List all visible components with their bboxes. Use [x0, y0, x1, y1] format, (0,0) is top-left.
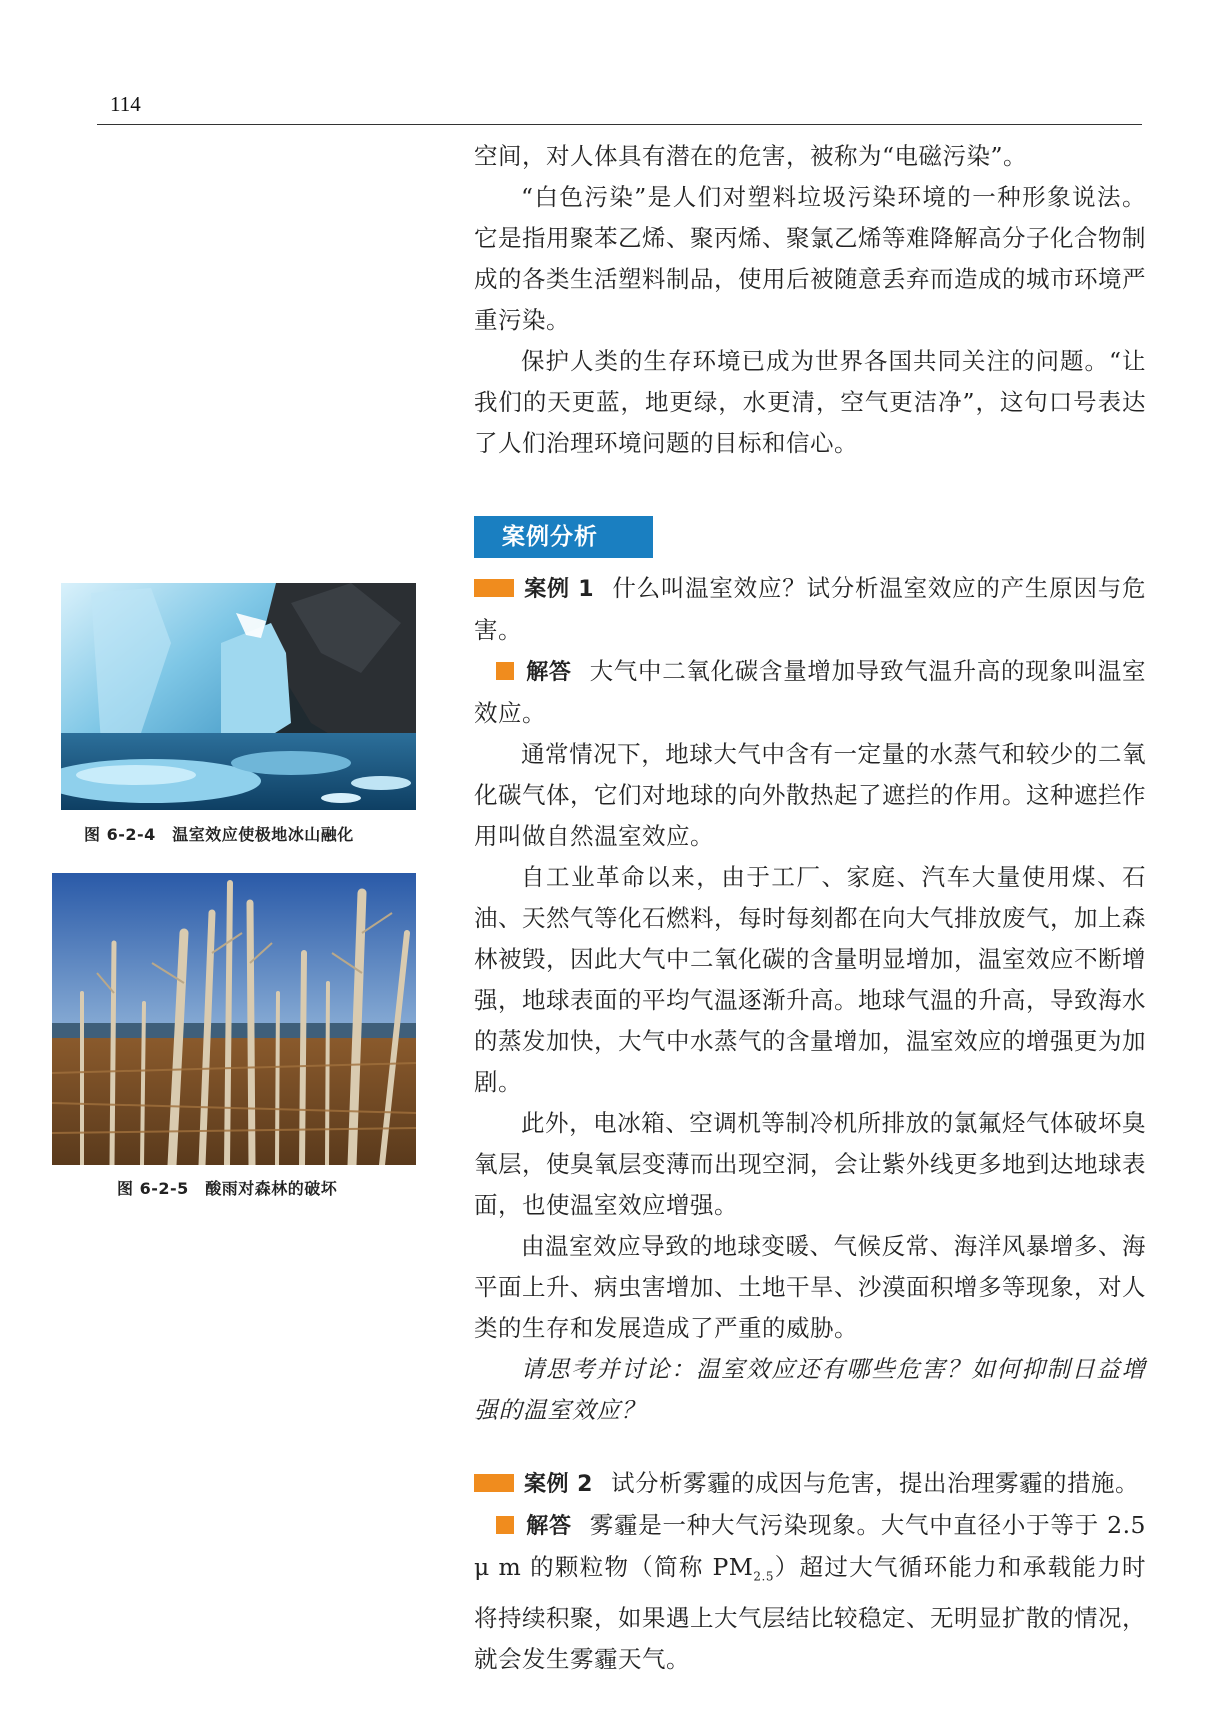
paragraph-continued: 空间，对人体具有潜在的危害，被称为“电磁污染”。: [474, 142, 1028, 170]
case2-answer: [474, 1505, 1146, 1680]
case1-discussion: 请思考并讨论：温室效应还有哪些危害？如何抑制日益增强的温室效应？: [474, 1355, 1146, 1424]
section-header-case-analysis: 案例分析: [474, 516, 653, 558]
figure-glacier-caption: 图 6-2-4 温室效应使极地冰山融化: [84, 825, 354, 844]
case1-answer-label: 解答: [526, 660, 572, 685]
paragraph-white-pollution: “白色污染”是人们对塑料垃圾污染环境的一种形象说法。它是指用聚苯乙烯、聚丙烯、聚氯乙烯等难降解高分子化合物制成的各类生活塑料制品，使用后被随意丢弃而造成的城市环境严重污染。: [474, 183, 1146, 334]
case2-answer-label: 解答: [526, 1514, 572, 1539]
figure-forest-image: [52, 873, 416, 1165]
case1-question-text: 什么叫温室效应？试分析温室效应的产生原因与危害。: [474, 574, 1147, 644]
answer-marker-icon: [496, 1516, 514, 1534]
figure-glacier-image: [61, 583, 416, 810]
paragraph-protection: 保护人类的生存环境已成为世界各国共同关注的问题。“让我们的天更蓝，地更绿，水更清，空气更洁净”，这句口号表达了人们治理环境问题的目标和信心。: [474, 347, 1146, 457]
case-marker-icon: [474, 579, 514, 597]
case1-paragraph: 自工业革命以来，由于工厂、家庭、汽车大量使用煤、石油、天然气等化石燃料，每时每刻都在向大气排放废气，加上森林被毁，因此大气中二氧化碳的含量明显增加，温室效应不断增强，地球表面的平均气温逐渐升高。地球气温的升高，导致海水的蒸发加快，大气中水蒸气的含量增加，温室效应的增强更为加剧。: [474, 863, 1146, 1096]
case1-question: [474, 568, 1146, 651]
case2-answer-text-before: 雾霾是一种大气污染现象。大气中直径小于等于 2.5 μ m 的颗粒物（简称 PM: [474, 1511, 1146, 1581]
case2-label: 案例 2: [524, 1472, 593, 1497]
page-number: 114: [110, 92, 141, 116]
case1-paragraph: 由温室效应导致的地球变暖、气候反常、海洋风暴增多、海平面上升、病虫害增加、土地干旱、沙漠面积增多等现象，对人类的生存和发展造成了严重的威胁。: [474, 1232, 1146, 1342]
case2-answer-text-after: ）超过大气循环能力和承载能力时将持续积聚，如果遇上大气层结比较稳定、无明显扩散的情况，就会发生雾霾天气。: [474, 1553, 1147, 1673]
pm-subscript: 2.5: [753, 1569, 774, 1584]
case1-answer-text: 大气中二氧化碳含量增加导致气温升高的现象叫温室效应。: [474, 657, 1146, 727]
case1-paragraph: 此外，电冰箱、空调机等制冷机所排放的氯氟烃气体破坏臭氧层，使臭氧层变薄而出现空洞，会让紫外线更多地到达地球表面，也使温室效应增强。: [474, 1109, 1146, 1219]
case1-label: 案例 1: [524, 577, 595, 602]
case1-paragraph: 通常情况下，地球大气中含有一定量的水蒸气和较少的二氧化碳气体，它们对地球的向外散热起了遮拦的作用。这种遮拦作用叫做自然温室效应。: [474, 740, 1146, 850]
case-marker-icon: [474, 1474, 514, 1492]
answer-marker-icon: [496, 662, 514, 680]
case1-answer: [474, 651, 1146, 734]
header-rule: [97, 124, 1142, 125]
case2-question-text: 试分析雾霾的成因与危害，提出治理雾霾的措施。: [610, 1469, 1139, 1497]
figure-forest-caption: 图 6-2-5 酸雨对森林的破坏: [117, 1179, 338, 1198]
case2-question: [474, 1463, 1146, 1505]
main-text-column: [474, 136, 1146, 1680]
